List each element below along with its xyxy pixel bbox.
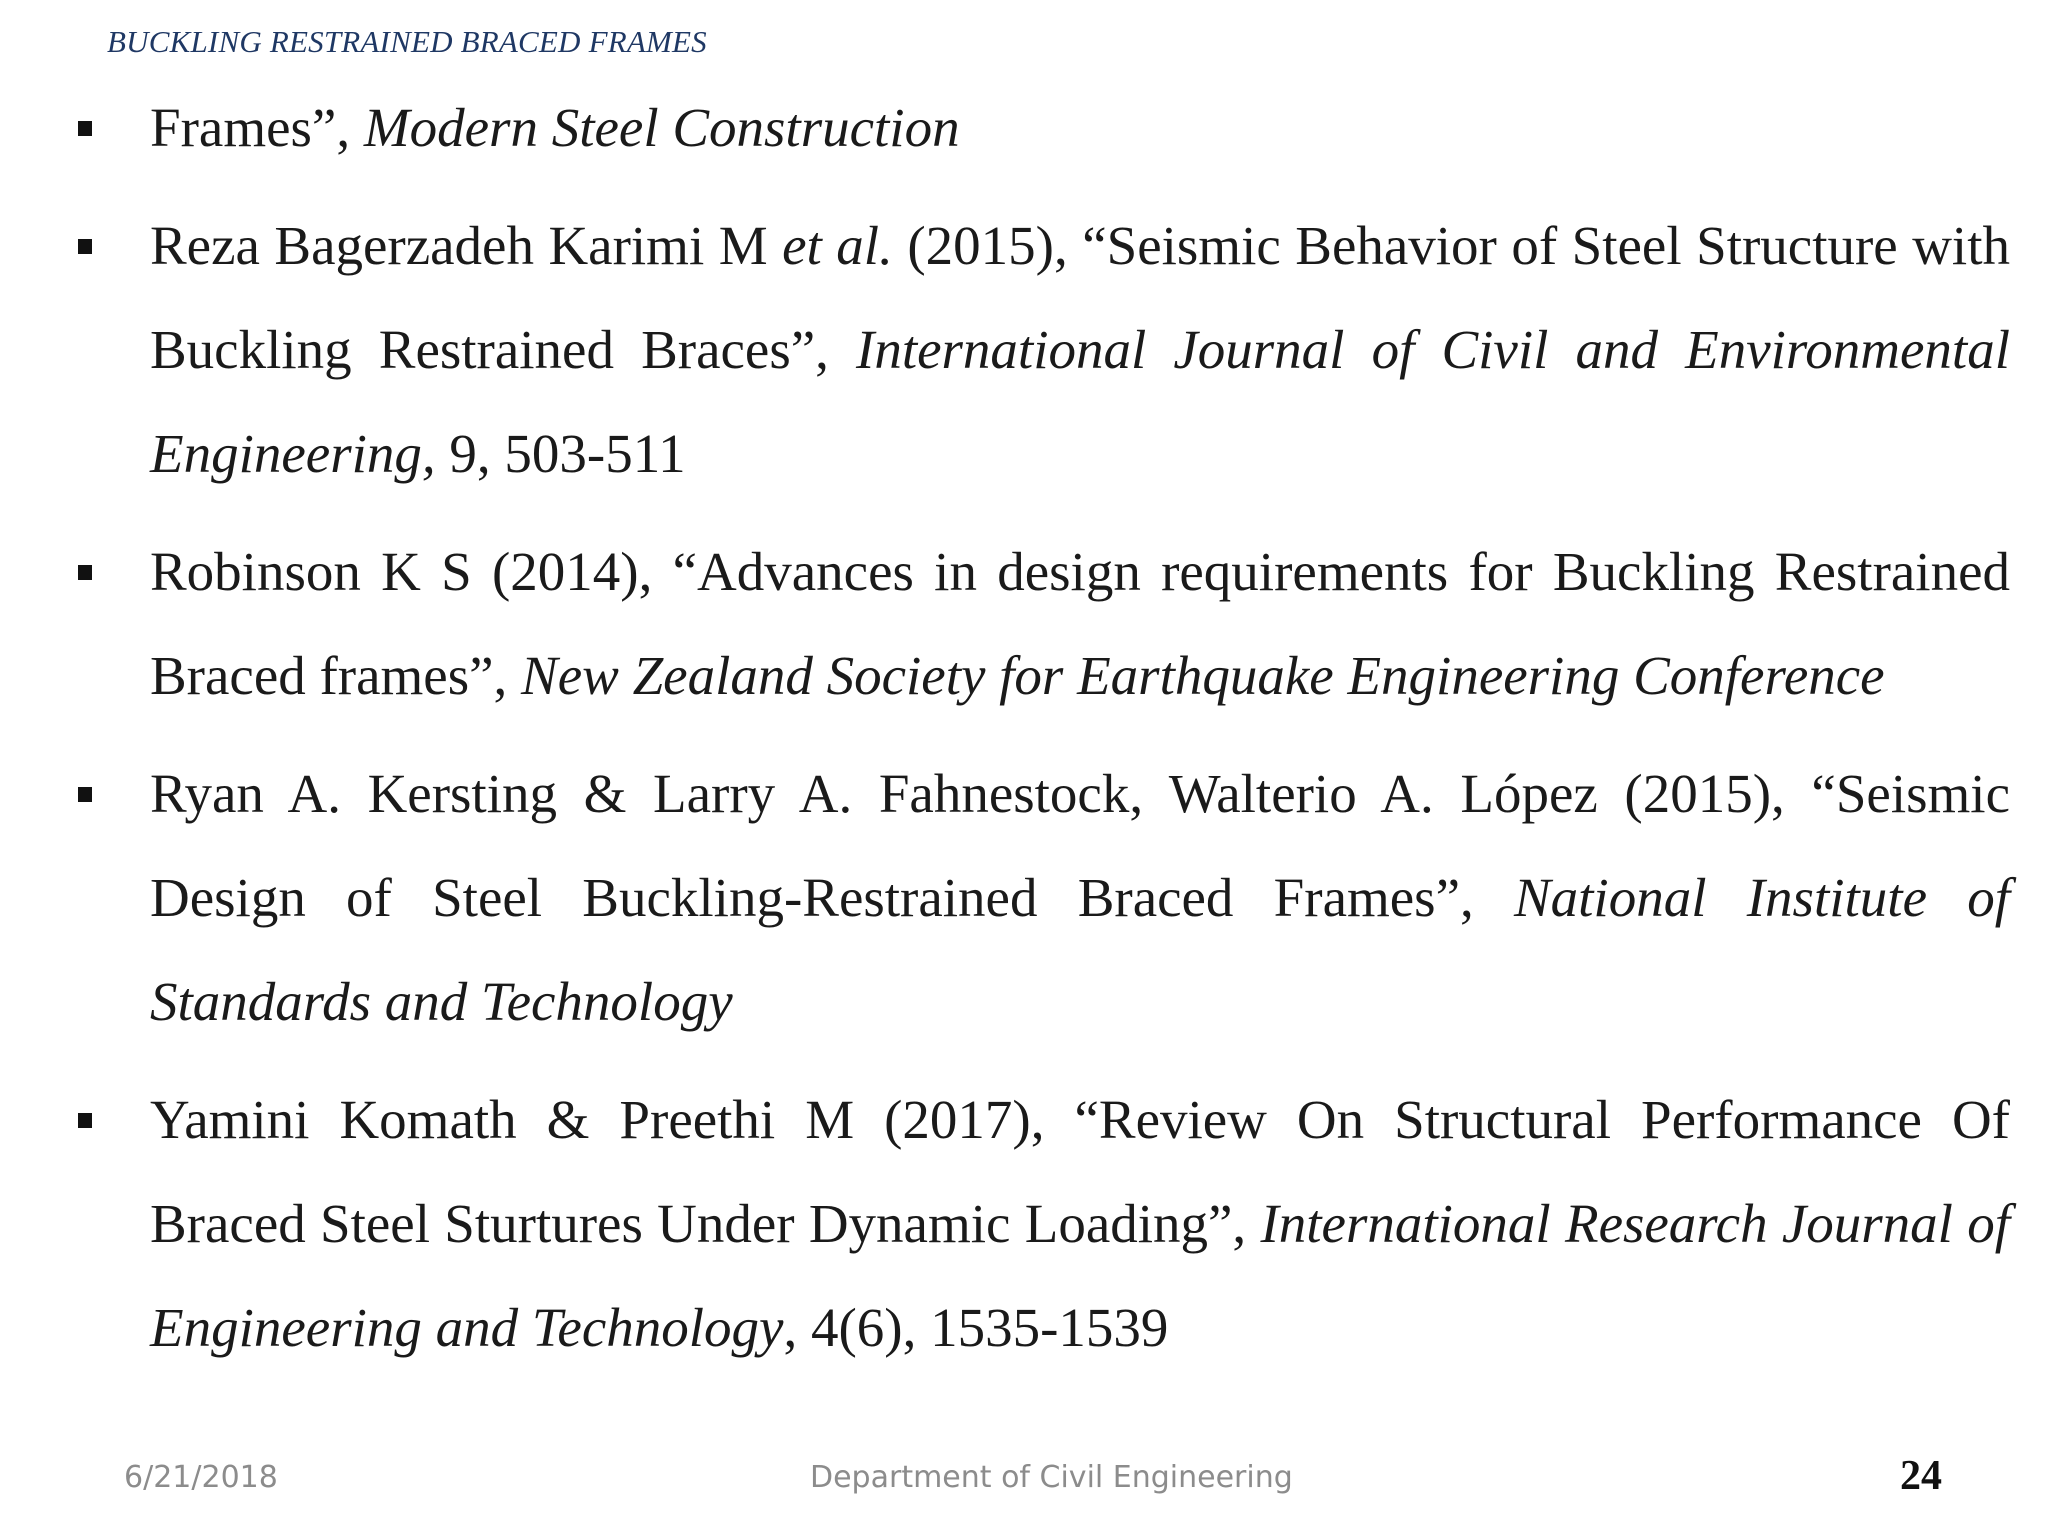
reference-volume-pages: 9, 503-511 bbox=[435, 423, 686, 484]
reference-source: New Zealand Society for Earthquake Engineering Conference bbox=[521, 645, 1885, 706]
reference-authors: Reza Bagerzadeh Karimi M bbox=[150, 215, 783, 276]
reference-et-al: et al. bbox=[782, 215, 893, 276]
reference-item bbox=[150, 520, 2010, 728]
reference-item bbox=[150, 1068, 2010, 1380]
reference-source: International Journal of Civil and Environmental Engineering, bbox=[150, 319, 2010, 484]
reference-item bbox=[150, 742, 2010, 1054]
reference-source: International Research Journal of Engineering and Technology bbox=[150, 1193, 2010, 1358]
reference-text: Yamini Komath & Preethi M (2017), “Review On Structural Performance Of Braced Steel Sturtures Under Dynamic Loading”, bbox=[150, 1089, 2010, 1254]
reference-source: National Institute of Standards and Technology bbox=[150, 867, 2010, 1032]
reference-list bbox=[0, 76, 2048, 1394]
square-bullet-icon bbox=[78, 76, 92, 180]
footer-date: 6/21/2018 bbox=[124, 1460, 278, 1495]
square-bullet-icon bbox=[78, 520, 92, 624]
square-bullet-icon bbox=[78, 742, 92, 846]
reference-item bbox=[150, 194, 2010, 506]
reference-text: Ryan A. Kersting & Larry A. Fahnestock, Walterio A. López (2015), “Seismic Design of Steel Buckling-Restrained Braced Frames”, bbox=[150, 763, 2010, 928]
header-title: BUCKLING RESTRAINED BRACED FRAMES bbox=[107, 24, 707, 59]
page-number: 24 bbox=[1900, 1453, 1942, 1499]
square-bullet-icon bbox=[78, 1068, 92, 1172]
reference-text: (2015), “Seismic Behavior of Steel Structure with Buckling Restrained Braces”, bbox=[150, 215, 2010, 380]
reference-source: Modern Steel Construction bbox=[363, 97, 960, 158]
reference-item bbox=[150, 76, 2010, 180]
reference-volume-pages: , 4(6), 1535-1539 bbox=[783, 1297, 1169, 1358]
reference-text: Frames”, bbox=[150, 97, 364, 158]
footer-department: Department of Civil Engineering bbox=[810, 1460, 1293, 1495]
reference-text: Robinson K S (2014), “Advances in design requirements for Buckling Restrained Braced frames”, bbox=[150, 541, 2010, 706]
square-bullet-icon bbox=[78, 194, 92, 298]
